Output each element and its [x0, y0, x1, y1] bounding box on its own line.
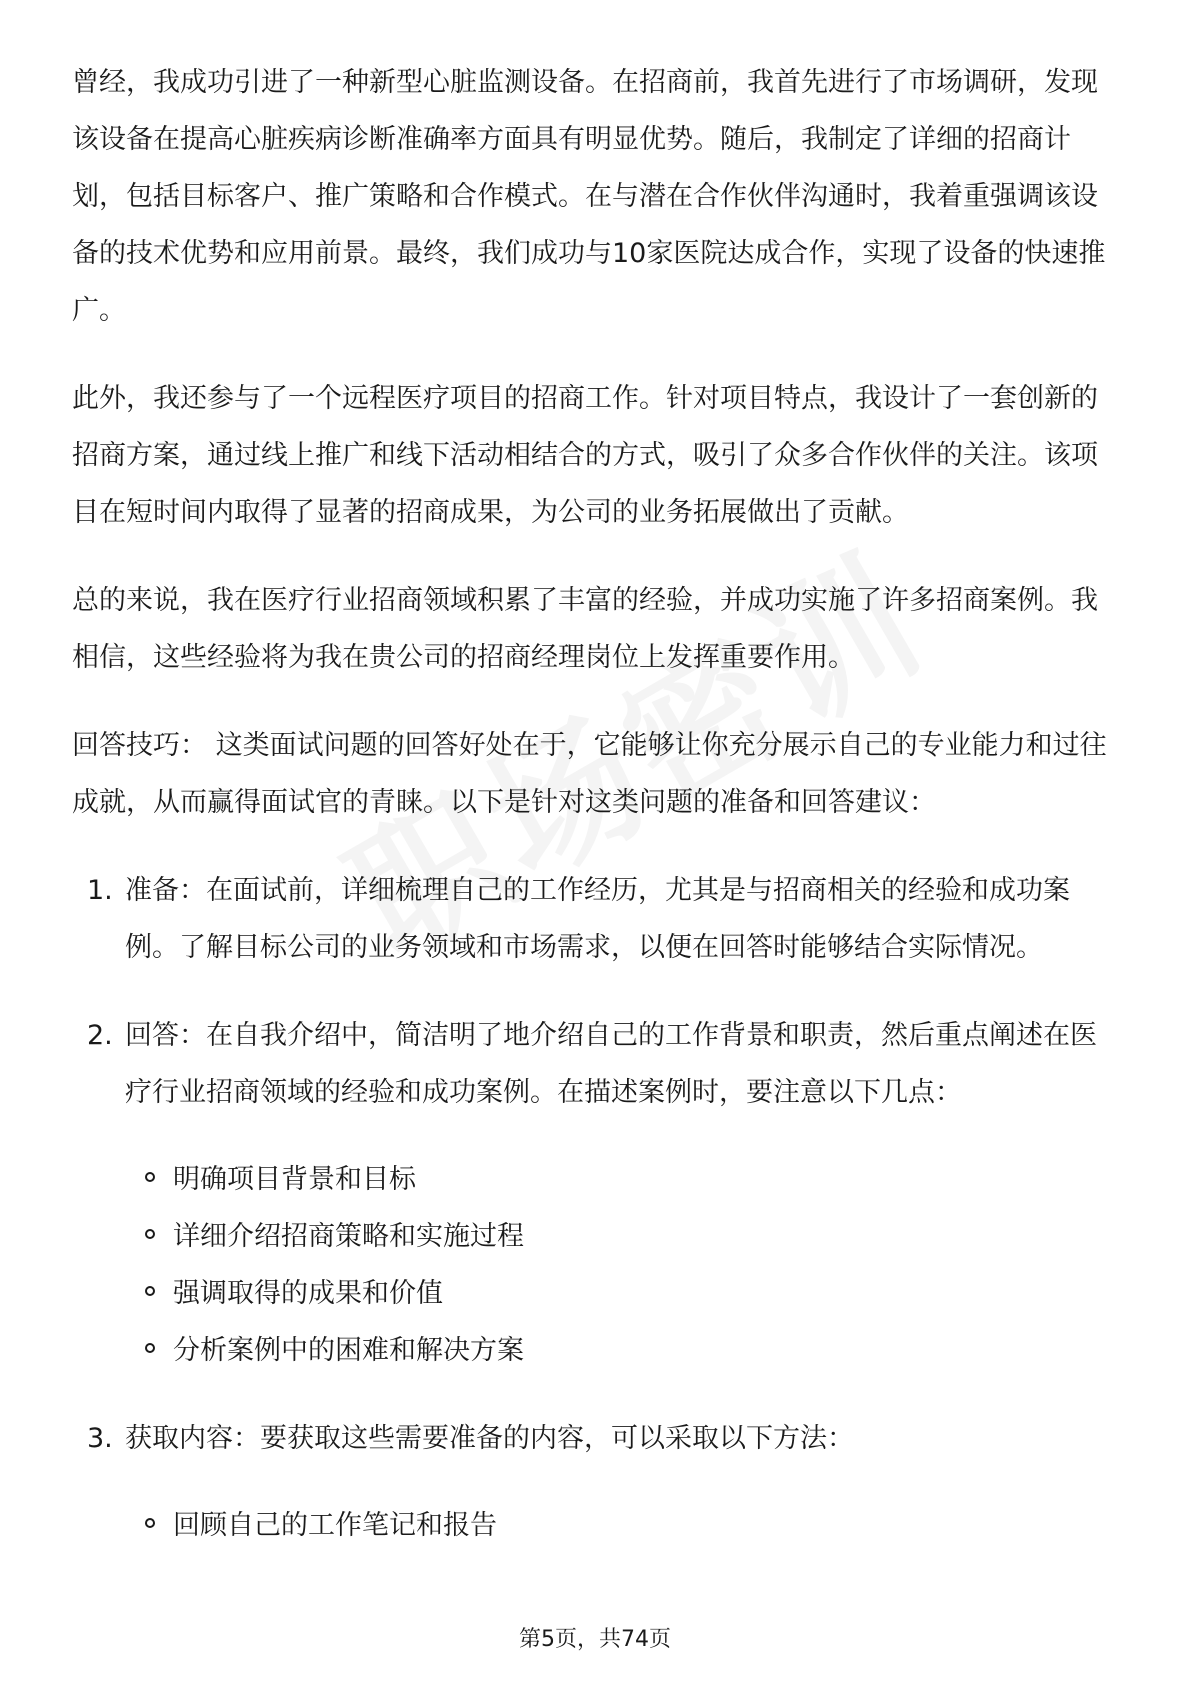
step-item-obtain-content: [72, 1410, 1122, 1554]
document-body: [72, 54, 1122, 1585]
step-text: 准备：在面试前，详细梳理自己的工作经历，尤其是与招商相关的经验和成功案例。了解目标公司的业务领域和市场需求，以便在回答时能够结合实际情况。: [125, 875, 1070, 963]
step-number: 1.: [87, 875, 113, 906]
page-footer: 第5页，共74页: [519, 1627, 671, 1652]
list-item: 回顾自己的工作笔记和报告: [143, 1497, 1122, 1554]
bullet-circle-icon: [145, 1343, 155, 1353]
list-item: 分析案例中的困难和解决方案: [143, 1322, 1122, 1379]
list-item: 详细介绍招商策略和实施过程: [143, 1208, 1122, 1265]
step-text: 获取内容：要获取这些需要准备的内容，可以采取以下方法：: [125, 1423, 854, 1454]
bullet-circle-icon: [145, 1518, 155, 1528]
paragraph-answer-tips: 回答技巧： 这类面试问题的回答好处在于，它能够让你充分展示自己的专业能力和过往成就，从而赢得面试官的青睐。以下是针对这类问题的准备和回答建议：: [72, 730, 1107, 818]
steps-list: [72, 862, 1122, 1554]
obtain-methods-list: [125, 1497, 1122, 1554]
list-item: 明确项目背景和目标: [143, 1151, 1122, 1208]
step-item-answer: [72, 1007, 1122, 1379]
answer-points-list: [125, 1151, 1122, 1379]
paragraph-telemedicine: 此外，我还参与了一个远程医疗项目的招商工作。针对项目特点，我设计了一套创新的招商方案，通过线上推广和线下活动相结合的方式，吸引了众多合作伙伴的关注。该项目在短时间内取得了显著的招商成果，为公司的业务拓展做出了贡献。: [72, 383, 1098, 528]
paragraph-summary: 总的来说，我在医疗行业招商领域积累了丰富的经验，并成功实施了许多招商案例。我相信，这些经验将为我在贵公司的招商经理岗位上发挥重要作用。: [72, 585, 1098, 673]
list-item: 强调取得的成果和价值: [143, 1265, 1122, 1322]
step-text: 回答：在自我介绍中，简洁明了地介绍自己的工作背景和职责，然后重点阐述在医疗行业招商领域的经验和成功案例。在描述案例时，要注意以下几点：: [125, 1020, 1097, 1108]
step-number: 2.: [87, 1020, 113, 1051]
bullet-circle-icon: [145, 1286, 155, 1296]
step-number: 3.: [87, 1423, 113, 1454]
step-item-prepare: [72, 862, 1122, 976]
paragraph-heart-device: 曾经，我成功引进了一种新型心脏监测设备。在招商前，我首先进行了市场调研，发现该设备在提高心脏疾病诊断准确率方面具有明显优势。随后，我制定了详细的招商计划，包括目标客户、推广策略和合作模式。在与潜在合作伙伴沟通时，我着重强调该设备的技术优势和应用前景。最终，我们成功与10家医院达成合作，实现了设备的快速推广。: [72, 67, 1106, 326]
bullet-circle-icon: [145, 1229, 155, 1239]
bullet-circle-icon: [145, 1172, 155, 1182]
